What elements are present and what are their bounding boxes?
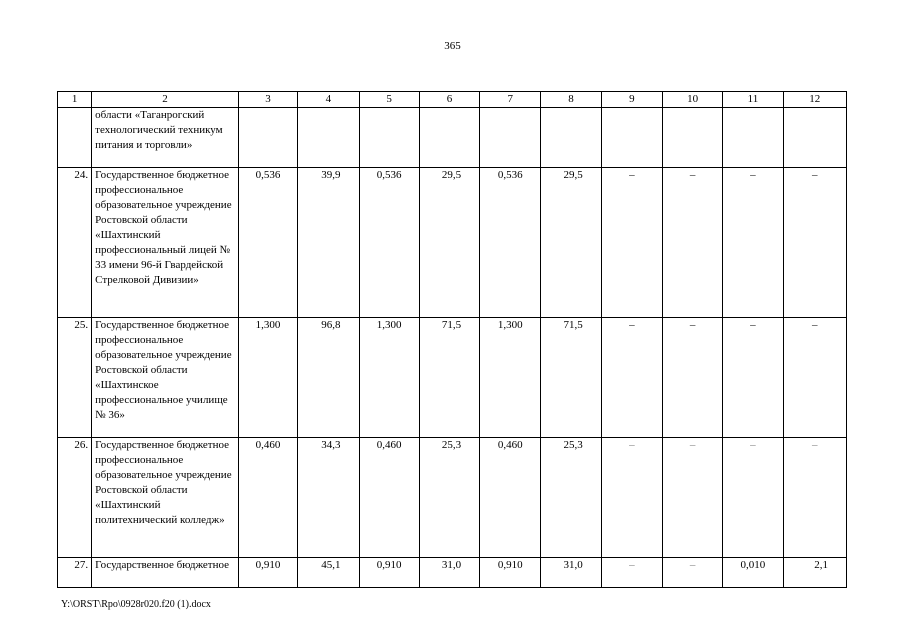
- value-cell: [480, 108, 541, 168]
- table-row: [58, 438, 847, 558]
- value-cell: –: [601, 558, 662, 588]
- value-cell: 0,010: [723, 558, 783, 588]
- institution-name: области «Таганрогский технологический техникум питания и торговли»: [92, 108, 239, 168]
- header-cell: 9: [601, 92, 662, 108]
- value-cell: 29,5: [419, 168, 479, 318]
- value-cell: –: [601, 318, 662, 438]
- header-cell: 2: [92, 92, 239, 108]
- value-cell: 0,536: [480, 168, 541, 318]
- table-row: [58, 168, 847, 318]
- value-cell: 96,8: [298, 318, 359, 438]
- institution-name: Государственное бюджетное: [92, 558, 239, 588]
- value-cell: 0,910: [359, 558, 419, 588]
- value-cell: [662, 108, 722, 168]
- value-cell: –: [783, 438, 846, 558]
- value-cell: 0,460: [359, 438, 419, 558]
- value-cell: [601, 108, 662, 168]
- institution-name: Государственное бюджетное профессиональное образовательное учреждение Ростовской области «Шахтинский политехнический колледж»: [92, 438, 239, 558]
- value-cell: [783, 108, 846, 168]
- header-cell: 3: [238, 92, 297, 108]
- value-cell: –: [783, 168, 846, 318]
- table-row: [58, 558, 847, 588]
- value-cell: –: [723, 168, 783, 318]
- value-cell: 1,300: [238, 318, 297, 438]
- institution-name: Государственное бюджетное профессиональное образовательное учреждение Ростовской области «Шахтинское профессиональное училище № 36»: [92, 318, 239, 438]
- value-cell: 2,1: [783, 558, 846, 588]
- header-cell: 1: [58, 92, 92, 108]
- value-cell: 25,3: [419, 438, 479, 558]
- header-cell: 7: [480, 92, 541, 108]
- table-row: [58, 108, 847, 168]
- row-number: 25.: [58, 318, 92, 438]
- header-cell: 6: [419, 92, 479, 108]
- table-row: [58, 318, 847, 438]
- header-cell: 12: [783, 92, 846, 108]
- value-cell: 34,3: [298, 438, 359, 558]
- row-number: [58, 108, 92, 168]
- value-cell: –: [662, 438, 722, 558]
- value-cell: 71,5: [419, 318, 479, 438]
- value-cell: 0,910: [238, 558, 297, 588]
- table-header-row: [58, 92, 847, 108]
- header-cell: 11: [723, 92, 783, 108]
- value-cell: –: [723, 318, 783, 438]
- value-cell: 1,300: [480, 318, 541, 438]
- value-cell: 0,460: [238, 438, 297, 558]
- value-cell: 0,460: [480, 438, 541, 558]
- header-cell: 10: [662, 92, 722, 108]
- row-number: 27.: [58, 558, 92, 588]
- value-cell: –: [662, 318, 722, 438]
- value-cell: –: [601, 168, 662, 318]
- header-cell: 8: [541, 92, 601, 108]
- value-cell: –: [783, 318, 846, 438]
- value-cell: 29,5: [541, 168, 601, 318]
- value-cell: [238, 108, 297, 168]
- row-number: 24.: [58, 168, 92, 318]
- value-cell: 45,1: [298, 558, 359, 588]
- value-cell: 71,5: [541, 318, 601, 438]
- value-cell: [298, 108, 359, 168]
- value-cell: 39,9: [298, 168, 359, 318]
- value-cell: 0,536: [359, 168, 419, 318]
- value-cell: 1,300: [359, 318, 419, 438]
- value-cell: [541, 108, 601, 168]
- header-cell: 5: [359, 92, 419, 108]
- value-cell: 0,910: [480, 558, 541, 588]
- institution-name: Государственное бюджетное профессиональное образовательное учреждение Ростовской области «Шахтинский профессиональный лицей № 33 имени 96-й Гвардейской Стрелковой Дивизии»: [92, 168, 239, 318]
- value-cell: 31,0: [419, 558, 479, 588]
- value-cell: 25,3: [541, 438, 601, 558]
- data-table: [57, 91, 847, 588]
- value-cell: [359, 108, 419, 168]
- value-cell: –: [662, 168, 722, 318]
- header-cell: 4: [298, 92, 359, 108]
- value-cell: –: [662, 558, 722, 588]
- value-cell: 0,536: [238, 168, 297, 318]
- footer-file-path: Y:\ORST\Rpo\0928r020.f20 (1).docx: [61, 599, 211, 610]
- value-cell: –: [601, 438, 662, 558]
- value-cell: [723, 108, 783, 168]
- value-cell: [419, 108, 479, 168]
- page-number: 365: [444, 40, 461, 52]
- value-cell: 31,0: [541, 558, 601, 588]
- value-cell: –: [723, 438, 783, 558]
- row-number: 26.: [58, 438, 92, 558]
